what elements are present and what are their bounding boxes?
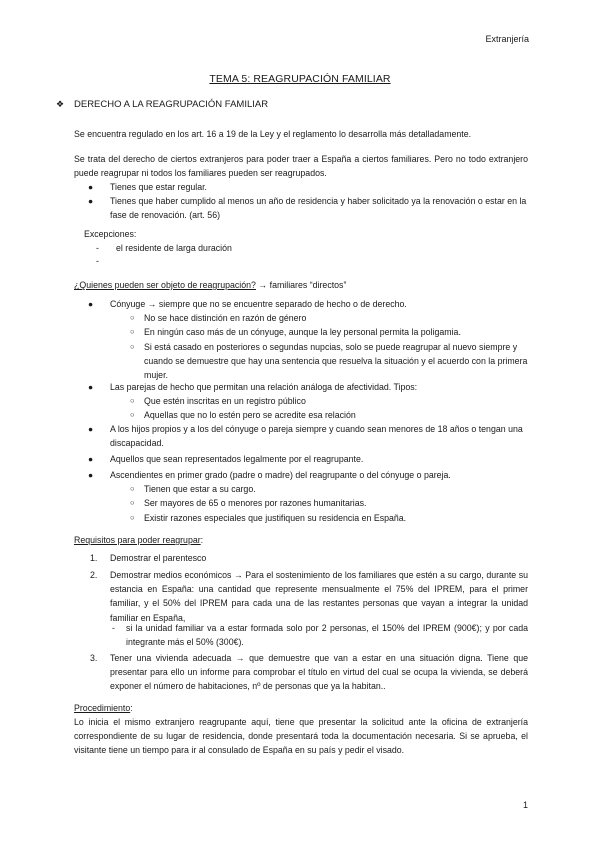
who-question: ¿Quienes pueden ser objeto de reagrupación? [74, 280, 256, 290]
requirements-heading: Requisitos para poder reagrupar [74, 535, 201, 545]
circle-bullet-icon: ○ [130, 498, 135, 508]
list-item: ● Aquellos que sean representados legalmente por el reagrupante. [74, 452, 530, 466]
list-item: ● Las parejas de hecho que permitan una relación análoga de afectividad. Tipos: [74, 380, 530, 394]
who-answer: familiares “directos” [269, 280, 347, 290]
bullet-icon: ● [88, 382, 94, 392]
sub-item: ○ Ser mayores de 65 o menores por razones humanitarias. [74, 496, 530, 510]
list-item: ● Tienes que estar regular. [74, 180, 530, 194]
who-list [74, 297, 530, 382]
list-item: ● Tienes que haber cumplido al menos un año de residencia y haber solicitado ya la renovación o estar en la fase de renovación. (art. 56) [88, 196, 527, 221]
page-number: 1 [522, 800, 528, 810]
requirement-2: 2. Demostrar medios económicos → Para el sostenimiento de los familiares que estén a su cargo, durante su estancia en España: una cantidad que represente mensualmente el 75% del IPREM, para el primer familiar, y el 50% del IPREM para cada una de las restantes personas que vayan a integrar la unidad familiar en España, [90, 570, 528, 623]
exception-item [74, 254, 528, 268]
exception-item: - el residente de larga duración [74, 241, 528, 255]
who-list-2 [74, 380, 530, 423]
conditions-list [74, 180, 530, 223]
who-list-4 [74, 452, 530, 466]
bullet-icon: ● [88, 454, 94, 464]
dash-icon: - [96, 256, 99, 266]
sub-item: ○ Existir razones especiales que justifiquen su residencia en España. [74, 511, 530, 525]
section-heading-text: DERECHO A LA REAGRUPACIÓN FAMILIAR [74, 99, 269, 110]
procedure-text: Lo inicia el mismo extranjero reagrupante aquí, tiene que presentar la solicitud ante la oficina de extranjería correspondiente de su lugar de residencia, donde presentará toda la documentación necesaria. Si se aprueba, el visitante tiene un tiempo para ir al consulado de España en su país y pedir el visado. [74, 717, 528, 756]
bullet-icon: ● [88, 182, 94, 192]
sub-item: ○ En ningún caso más de un cónyuge, aunque la ley personal permita la poligamia. [74, 325, 530, 339]
requirements-heading-line: Requisitos para poder reagrupar: [74, 535, 204, 545]
requirement-2-dash: - si la unidad familiar va a estar formada solo por 2 personas, el 150% del IPREM (900€); y por cada integrante más el 50% (300€). [112, 623, 528, 648]
sub-item: ○ Aquellas que no lo estén pero se acredite esa relación [74, 408, 530, 422]
bullet-icon: ● [88, 424, 94, 434]
procedure-heading-line: Procedimiento: [74, 703, 133, 713]
list-item: ● Cónyuge → siempre que no se encuentre separado de hecho o de derecho. [74, 297, 530, 311]
procedure-heading: Procedimiento [74, 703, 131, 713]
arrow-icon: → [258, 280, 268, 290]
dash-icon: - [96, 243, 99, 253]
circle-bullet-icon: ○ [130, 327, 135, 337]
sub-item: ○ Si está casado en posteriores o segundas nupcias, solo se puede reagrupar al nuevo siempre y cuando se demuestre que hay una sentencia que resuelva la situación y el acuerdo con la primera mujer. [130, 341, 528, 381]
circle-bullet-icon: ○ [130, 341, 135, 351]
circle-bullet-icon: ○ [130, 484, 135, 494]
bullet-icon: ● [88, 470, 94, 480]
section-heading [56, 99, 268, 110]
dash-icon: - [112, 623, 115, 633]
who-question-line [74, 278, 528, 292]
diamond-bullet-icon: ❖ [56, 99, 65, 109]
sub-item: ○ Tienen que estar a su cargo. [74, 482, 530, 496]
circle-bullet-icon: ○ [130, 396, 135, 406]
header-label: Extranjería [485, 34, 529, 44]
list-item: ● Ascendientes en primer grado (padre o madre) del reagrupante o del cónyuge o pareja. [74, 468, 530, 482]
list-item: ● A los hijos propios y a los del cónyuge o pareja siempre y cuando sean menores de 18 años o tengan una discapacidad. [88, 424, 523, 449]
who-list-5 [74, 468, 530, 525]
bullet-icon: ● [88, 299, 94, 309]
who-list-3 [74, 422, 530, 450]
circle-bullet-icon: ○ [130, 512, 135, 522]
sub-item: ○ Que estén inscritas en un registro público [74, 394, 530, 408]
paragraph-regulation: Se encuentra regulado en los art. 16 a 19 de la Ley y el reglamento lo desarrolla más detalladamente. [74, 129, 472, 139]
circle-bullet-icon: ○ [130, 313, 135, 323]
exceptions-label: Excepciones: [84, 229, 137, 239]
sub-item: ○ No se hace distinción en razón de género [74, 311, 530, 325]
page-title: TEMA 5: REAGRUPACIÓN FAMILIAR [209, 73, 391, 85]
bullet-icon: ● [88, 196, 94, 207]
paragraph-definition: Se trata del derecho de ciertos extranjeros para poder traer a España a ciertos familiares. Pero no todo extranjero puede reagrupar ni todos los familiares pueden ser reagrupados. [74, 154, 528, 179]
circle-bullet-icon: ○ [130, 410, 135, 420]
requirement-3: 3. Tener una vivienda adecuada → que demuestre que van a estar en una situación digna. Tiene que presentar para ello un informe para comprobar el título en virtud del cual se ocupa la vivienda, se deberá exponer el número de habitaciones, nº de personas que ya la habitan.. [90, 653, 528, 692]
requirement-1: 1. Demostrar el parentesco [90, 553, 207, 563]
